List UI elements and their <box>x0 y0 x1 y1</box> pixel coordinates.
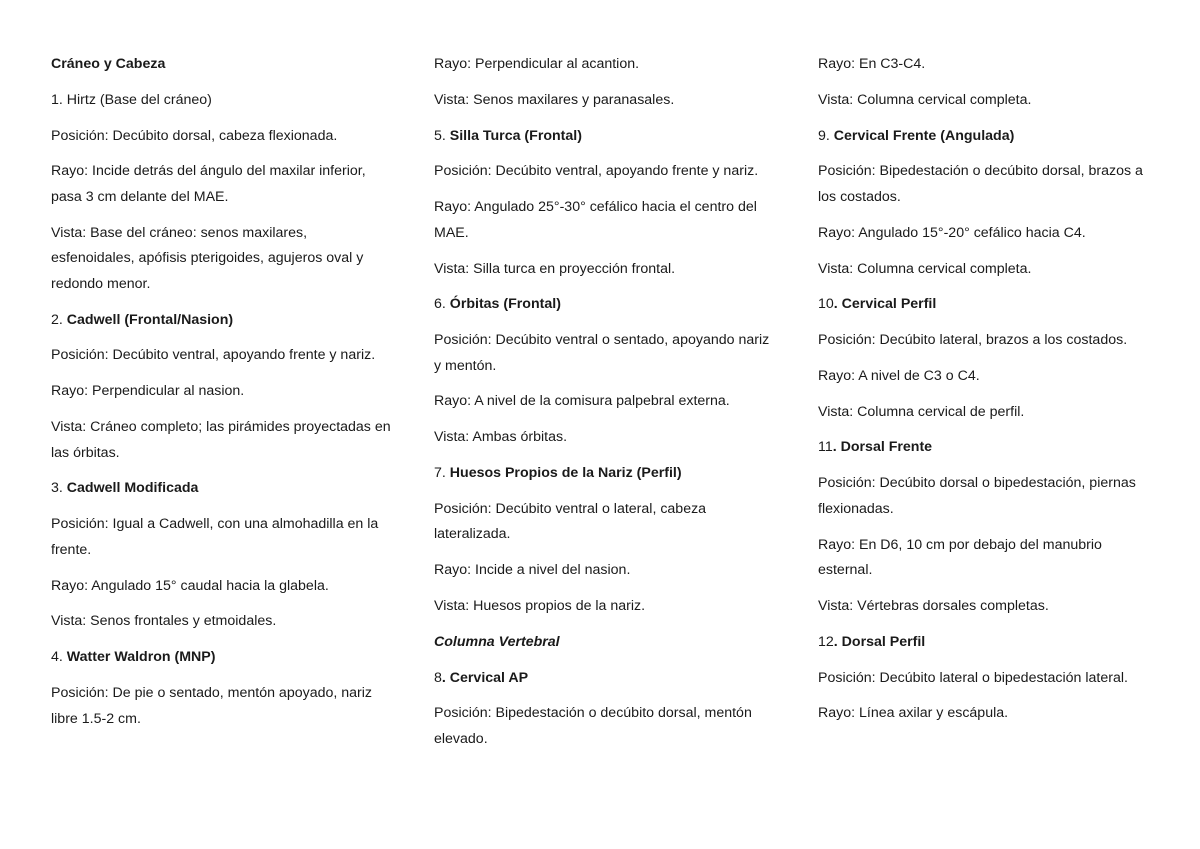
projection-title <box>818 292 1158 318</box>
text-paragraph: Vista: Columna cervical completa. <box>818 260 1032 277</box>
text-paragraph: Rayo: A nivel de la comisura palpebral externa. <box>434 393 730 410</box>
section-heading-text: Columna Vertebral <box>434 633 560 650</box>
projection-title <box>434 461 774 487</box>
text-paragraph: 1. Hirtz (Base del cráneo) <box>51 91 212 108</box>
text-paragraph: Vista: Columna cervical de perfil. <box>818 403 1025 420</box>
projection-name: Cadwell (Frontal/Nasion) <box>66 311 234 328</box>
text-paragraph: Posición: Decúbito lateral, brazos a los costados. <box>818 332 1128 349</box>
projection-title <box>51 476 391 502</box>
projection-title <box>818 630 1158 656</box>
text-paragraph: Vista: Columna cervical completa. <box>818 91 1032 108</box>
text-paragraph: Rayo: A nivel de C3 o C4. <box>818 367 980 384</box>
projection-title <box>434 124 774 150</box>
projection-title <box>818 124 1158 150</box>
text-paragraph: Rayo: En D6, 10 cm por debajo del manubrio esternal. <box>818 536 1102 579</box>
text-paragraph: Rayo: En C3-C4. <box>818 56 926 72</box>
text-paragraph: Rayo: Incide detrás del ángulo del maxilar inferior, pasa 3 cm delante del MAE. <box>51 163 366 205</box>
text-paragraph: Rayo: Angulado 15° caudal hacia la glabela. <box>51 577 329 594</box>
section-heading <box>434 630 774 656</box>
text-paragraph: Posición: Igual a Cadwell, con una almohadilla en la frente. <box>51 516 379 558</box>
section-heading <box>51 52 391 78</box>
projection-name: Silla Turca (Frontal) <box>449 127 582 144</box>
projection-name: Huesos Propios de la Nariz (Perfil) <box>449 465 682 481</box>
text-paragraph: Posición: Decúbito lateral o bipedestación lateral. <box>818 669 1128 686</box>
projection-title <box>51 308 391 334</box>
text-paragraph: Rayo: Línea axilar y escápula. <box>818 705 1009 722</box>
text-paragraph: Posición: Bipedestación o decúbito dorsal, brazos a los costados. <box>818 163 1143 205</box>
text-paragraph: Posición: Decúbito dorsal, cabeza flexionada. <box>51 127 338 144</box>
projection-number: 11 <box>818 439 833 456</box>
projection-number: 9. <box>818 127 834 144</box>
text-paragraph: Rayo: Perpendicular al acantion. <box>434 56 640 72</box>
text-paragraph: Vista: Base del cráneo: senos maxilares, esfenoidales, apófisis pterigoides, agujeros oval y redondo menor. <box>51 224 364 292</box>
projection-number: 5. <box>434 127 450 144</box>
projection-number: 8 <box>434 669 442 686</box>
projection-name: . Cervical AP <box>441 669 529 686</box>
column-2 <box>434 52 774 763</box>
section-heading-text: Cráneo y Cabeza <box>51 56 166 72</box>
text-paragraph: Posición: De pie o sentado, mentón apoyado, nariz libre 1.5-2 cm. <box>51 684 372 727</box>
projection-number: 4. <box>51 649 67 666</box>
text-paragraph: Posición: Decúbito ventral, apoyando frente y nariz. <box>434 163 759 180</box>
text-paragraph: Vista: Ambas órbitas. <box>434 429 568 446</box>
projection-number: 6. <box>434 296 450 313</box>
text-paragraph: Posición: Decúbito ventral o sentado, apoyando nariz y mentón. <box>434 332 770 374</box>
text-paragraph: Vista: Senos frontales y etmoidales. <box>51 613 277 630</box>
projection-name: Cadwell Modificada <box>66 480 199 497</box>
projection-title <box>818 435 1158 461</box>
text-paragraph: Vista: Cráneo completo; las pirámides proyectadas en las órbitas. <box>51 419 391 461</box>
text-paragraph: Vista: Vértebras dorsales completas. <box>818 597 1049 614</box>
projection-number: 12 <box>818 633 834 650</box>
text-paragraph: Posición: Bipedestación o decúbito dorsal, mentón elevado. <box>434 705 752 747</box>
projection-name: . Dorsal Frente <box>832 439 933 456</box>
text-paragraph: Posición: Decúbito ventral, apoyando frente y nariz. <box>51 347 376 364</box>
text-paragraph: Rayo: Angulado 15°-20° cefálico hacia C4. <box>818 224 1086 241</box>
text-paragraph: Rayo: Perpendicular al nasion. <box>51 383 245 400</box>
projection-name: Órbitas (Frontal) <box>449 296 561 313</box>
projection-number: 10 <box>818 296 834 313</box>
text-paragraph: Posición: Decúbito ventral o lateral, cabeza lateralizada. <box>434 500 707 543</box>
projection-title <box>51 645 391 671</box>
text-paragraph: Rayo: Angulado 25°-30° cefálico hacia el centro del MAE. <box>434 199 757 241</box>
text-paragraph: Vista: Silla turca en proyección frontal. <box>434 260 676 277</box>
projection-number: 7. <box>434 465 450 481</box>
projection-name: . Dorsal Perfil <box>833 633 926 650</box>
column-1 <box>51 52 391 742</box>
text-paragraph: Rayo: Incide a nivel del nasion. <box>434 562 631 579</box>
text-paragraph: Vista: Huesos propios de la nariz. <box>434 597 646 614</box>
projection-title <box>434 292 774 318</box>
projection-name: . Cervical Perfil <box>833 296 937 313</box>
text-paragraph: Posición: Decúbito dorsal o bipedestación, piernas flexionadas. <box>818 475 1136 517</box>
projection-name: Watter Waldron (MNP) <box>66 649 216 666</box>
projection-number: 2. <box>51 311 67 328</box>
column-3 <box>818 52 1158 737</box>
projection-number: 3. <box>51 480 67 497</box>
projection-title <box>434 666 774 692</box>
projection-name: Cervical Frente (Angulada) <box>833 127 1015 144</box>
text-paragraph: Vista: Senos maxilares y paranasales. <box>434 91 675 108</box>
